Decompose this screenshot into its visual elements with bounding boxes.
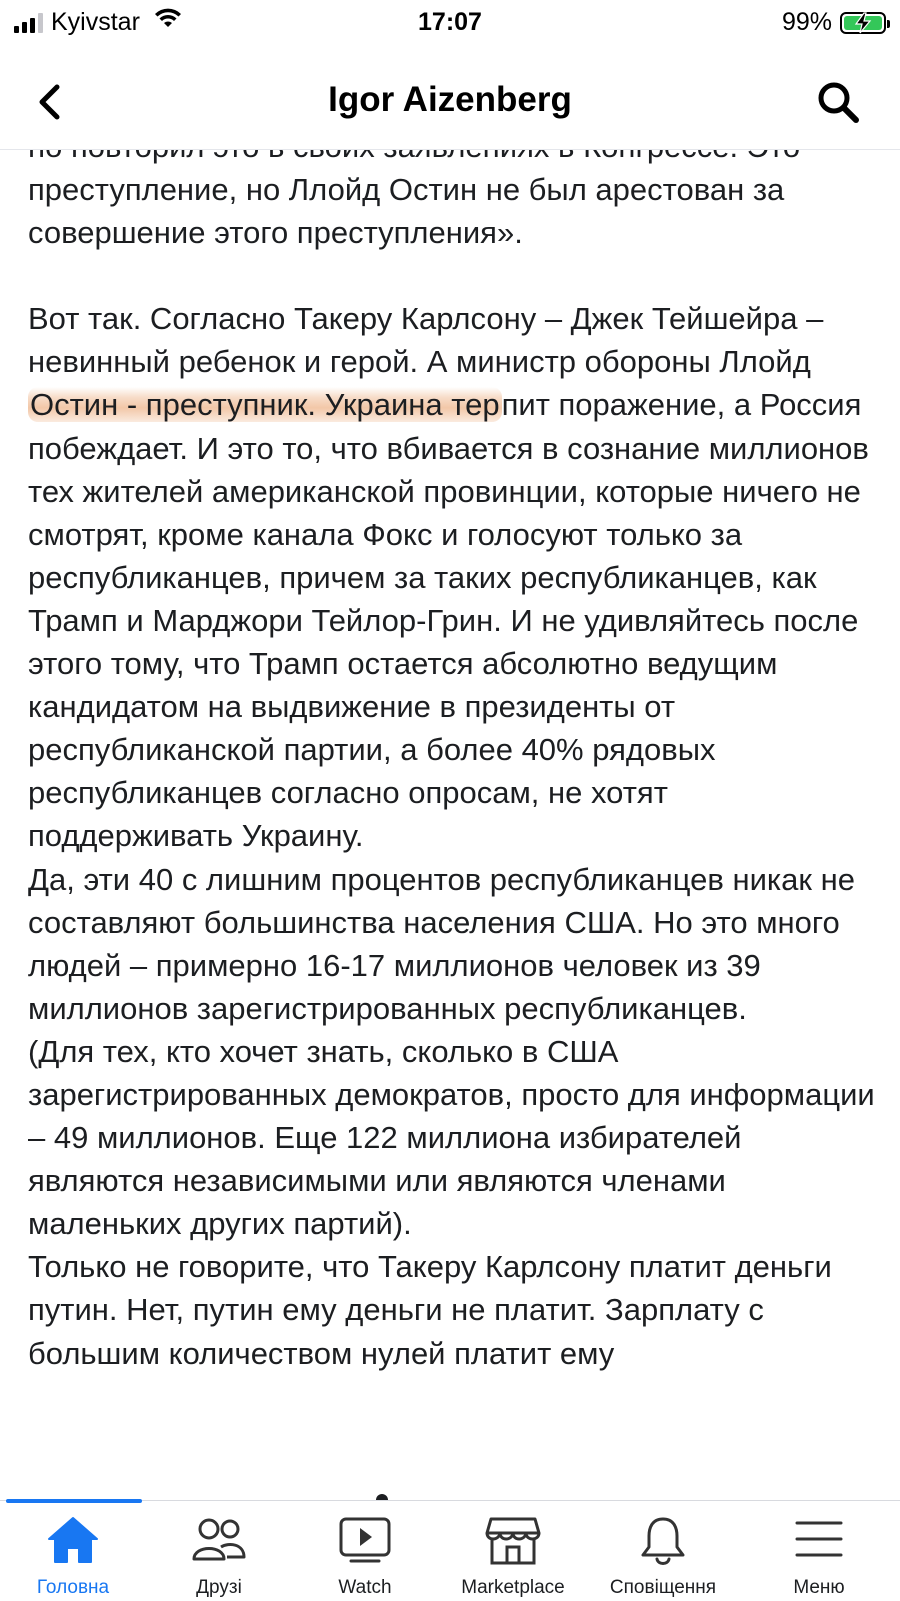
tab-label: Сповіщення [609,1577,717,1598]
tab-label: Друзі [196,1577,242,1598]
bell-icon [638,1515,688,1572]
status-bar [0,0,900,48]
marketplace-icon [485,1515,541,1572]
tab-label: Marketplace [461,1577,565,1598]
tab-watch[interactable] [292,1501,438,1601]
tab-marketplace[interactable] [438,1501,588,1601]
post-content[interactable] [0,150,900,1500]
page-title: Igor Aizenberg [328,80,572,119]
tab-notifications[interactable] [588,1501,738,1601]
friends-icon [191,1515,247,1568]
battery-icon [840,12,886,34]
tab-home[interactable] [0,1501,146,1601]
status-time: 17:07 [418,8,482,36]
post-paragraph: Только не говорите, что Такеру Карлсону платит деньги путин. Нет, путин ему деньги не платит. Зарплату с большим количеством нулей платит ему [28,1249,832,1371]
post-paragraph: Вот так. Согласно Такеру Карлсону – Джек Тейшейра – невинный ребенок и герой. А министр обороны Ллойд Остин - преступник. Украина терпит поражение, а Россия побеждает. И это то, что вбивается в сознание миллионов тех жителей американской провинции, которые ничего не смотрят, кроме канала Фокс и голосуют только за республиканцев, причем за таких республиканцев, как Трамп и Марджори Тейлор-Грин. И не удивляйтесь после этого тому, что Трамп остается абсолютно ведущим кандидатом на выдвижение в президенты от республиканской партии, а более 40% рядовых республиканцев согласно опросам, не хотят поддерживать Украину. [28,301,869,854]
home-icon [46,1515,100,1570]
watch-icon [337,1515,393,1570]
post-paragraph: (Для тех, кто хочет знать, сколько в США зарегистрированных демократов, просто для информации – 49 миллионов. Еще 122 миллиона избирателей являются независимыми или являются членами маленьких других партий). [28,1033,875,1242]
tab-label: Watch [338,1577,392,1598]
tab-label: Меню [793,1577,845,1598]
battery-percent: 99% [781,8,832,36]
status-right [782,8,886,37]
charging-bolt-icon [854,13,872,33]
highlighted-text: Остин - преступник. Украина тер [30,387,500,423]
post-paragraph: преступление, но Ллойд Остин не был арестован за совершение этого преступления». [28,172,785,251]
carrier-name: Kyivstar [51,8,140,36]
search-icon [816,80,860,124]
tab-label: Головна [36,1577,110,1598]
profile-header [0,54,900,150]
search-button[interactable] [812,76,864,128]
menu-icon [793,1515,845,1568]
post-text [28,125,878,1375]
tab-menu[interactable] [738,1501,900,1601]
bottom-tab-bar [0,1500,900,1600]
tab-friends[interactable] [146,1501,292,1601]
post-paragraph: Да, эти 40 с лишним процентов республиканцев никак не составляют большинства населения США. Но это много людей – примерно 16-17 миллионов человек из 39 миллионов зарегистрированных республиканцев. [28,861,855,1026]
